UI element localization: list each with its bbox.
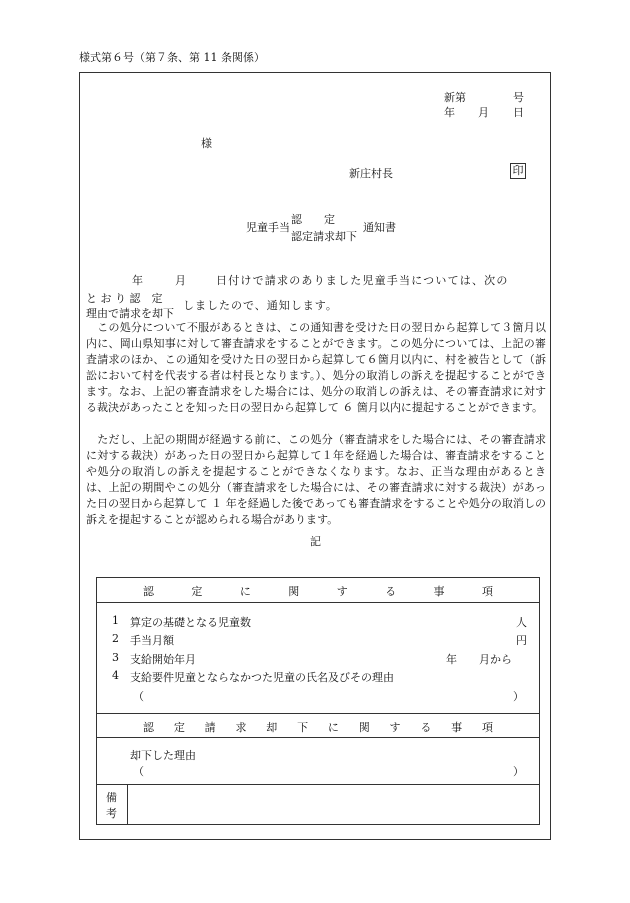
intro-line1: 日付けで請求のありました児童手当については、次の xyxy=(216,274,509,287)
item-number: 1 xyxy=(112,614,119,627)
item-number: 3 xyxy=(112,651,119,664)
item-unit: 人 xyxy=(516,616,527,629)
table-divider xyxy=(97,784,539,785)
ref-prefix: 新第 xyxy=(444,91,466,104)
intro-line2c: しましたので、通知します。 xyxy=(183,299,338,312)
heading-char: に xyxy=(239,585,251,598)
item-number: 4 xyxy=(112,669,119,682)
table-divider xyxy=(97,713,539,714)
paragraph-limitation: ただし、上記の期間が経過する前に、この処分（審査請求をした場合には、その審査請求に対する裁決）があった日の翌日から起算して１年を経過した場合は、審査請求をすることや処分の取消しの訴えを提起することができなくなります。なお、正当な理由があるときは、上記の期間やこの処分（審査請求をした場合には、その審査請求に対する裁決）があった日の翌日から起算して １ 年を経過した後であっても審査請求をすることや処分の取消しの訴えを提起することが認められる場合があります。 xyxy=(86,433,546,526)
heading-char: 請 xyxy=(204,721,216,734)
ref-suffix: 号 xyxy=(513,91,524,104)
heading-char: 関 xyxy=(358,721,370,734)
heading-char: 認 xyxy=(143,585,154,598)
heading-char: 関 xyxy=(288,585,300,598)
rejection-reason-label: 却下した理由 xyxy=(130,749,196,762)
date-year: 年 xyxy=(444,106,455,119)
paragraph-appeal: この処分について不服があるときは、この通知書を受けた日の翌日から起算して３箇月以内に、岡山県知事に対して審査請求をすることができます。この処分については、上記の審査請求のほか、この通知を受けた日の翌日から起算して６箇月以内に、村を被告として（訴訟において村を代表する者は村長となります。）、処分の取消しの訴えを提起することができます。なお、上記の審査請求をした場合には、処分の取消しの訴えは、その審査請求に対する裁決があったことを知った日の翌日から起算して ６ 箇月以内に提起することができます。 xyxy=(86,321,546,414)
heading-char: 下 xyxy=(297,721,309,734)
paren-close: ） xyxy=(513,765,524,778)
heading-char: 定 xyxy=(191,585,203,598)
heading-char: る xyxy=(420,721,432,734)
item-unit: 円 xyxy=(516,634,527,647)
section1-heading xyxy=(143,583,493,599)
seal-mark xyxy=(510,163,526,179)
intro-year: 年 xyxy=(132,274,143,287)
form-number: 様式第６号（第７条、第 11 条関係） xyxy=(79,51,265,64)
heading-char: る xyxy=(385,585,397,598)
heading-char: に xyxy=(327,721,339,734)
item-label: 算定の基礎となる児童数 xyxy=(130,616,251,629)
intro-line2b: 理由で請求を却下 xyxy=(86,307,174,320)
issuer: 新庄村長 xyxy=(349,167,393,180)
paren-open: （ xyxy=(133,690,144,703)
date-month: 月 xyxy=(478,106,489,119)
item-label: 支給要件児童とならなかつた児童の氏名及びその理由 xyxy=(130,671,394,684)
heading-char: 求 xyxy=(235,721,247,734)
item-unit: 年 月から xyxy=(446,653,512,666)
item-number: 2 xyxy=(112,632,119,645)
remarks-label: 考 xyxy=(106,807,117,820)
heading-char: す xyxy=(389,721,401,734)
remarks-label: 備 xyxy=(106,791,117,804)
paren-open: （ xyxy=(133,765,144,778)
heading-char: 事 xyxy=(433,585,445,598)
title-lower: 認定請求却下 xyxy=(291,230,357,243)
section2-heading xyxy=(143,719,493,735)
date-day: 日 xyxy=(513,106,524,119)
paren-close: ） xyxy=(513,690,524,703)
heading-char: 事 xyxy=(451,721,463,734)
remarks-divider xyxy=(127,784,128,824)
table-divider xyxy=(97,602,539,603)
item-label: 支給開始年月 xyxy=(130,653,196,666)
item-label: 手当月額 xyxy=(130,634,174,647)
heading-char: 認 xyxy=(143,721,154,734)
intro-month: 月 xyxy=(175,274,186,287)
heading-char: 定 xyxy=(173,721,185,734)
heading-char: す xyxy=(336,585,348,598)
title-suffix: 通知書 xyxy=(363,221,396,234)
seal-text: 印 xyxy=(510,163,526,179)
details-table xyxy=(96,577,540,825)
intro-line2a: と お り 認 定 xyxy=(86,292,163,305)
title-upper: 認 定 xyxy=(291,213,335,226)
table-divider xyxy=(97,737,539,738)
heading-char: 項 xyxy=(481,585,493,598)
addressee-suffix: 様 xyxy=(201,137,212,150)
ki-heading: 記 xyxy=(310,535,321,548)
title-prefix: 児童手当 xyxy=(246,221,290,234)
heading-char: 項 xyxy=(481,721,493,734)
heading-char: 却 xyxy=(266,721,278,734)
